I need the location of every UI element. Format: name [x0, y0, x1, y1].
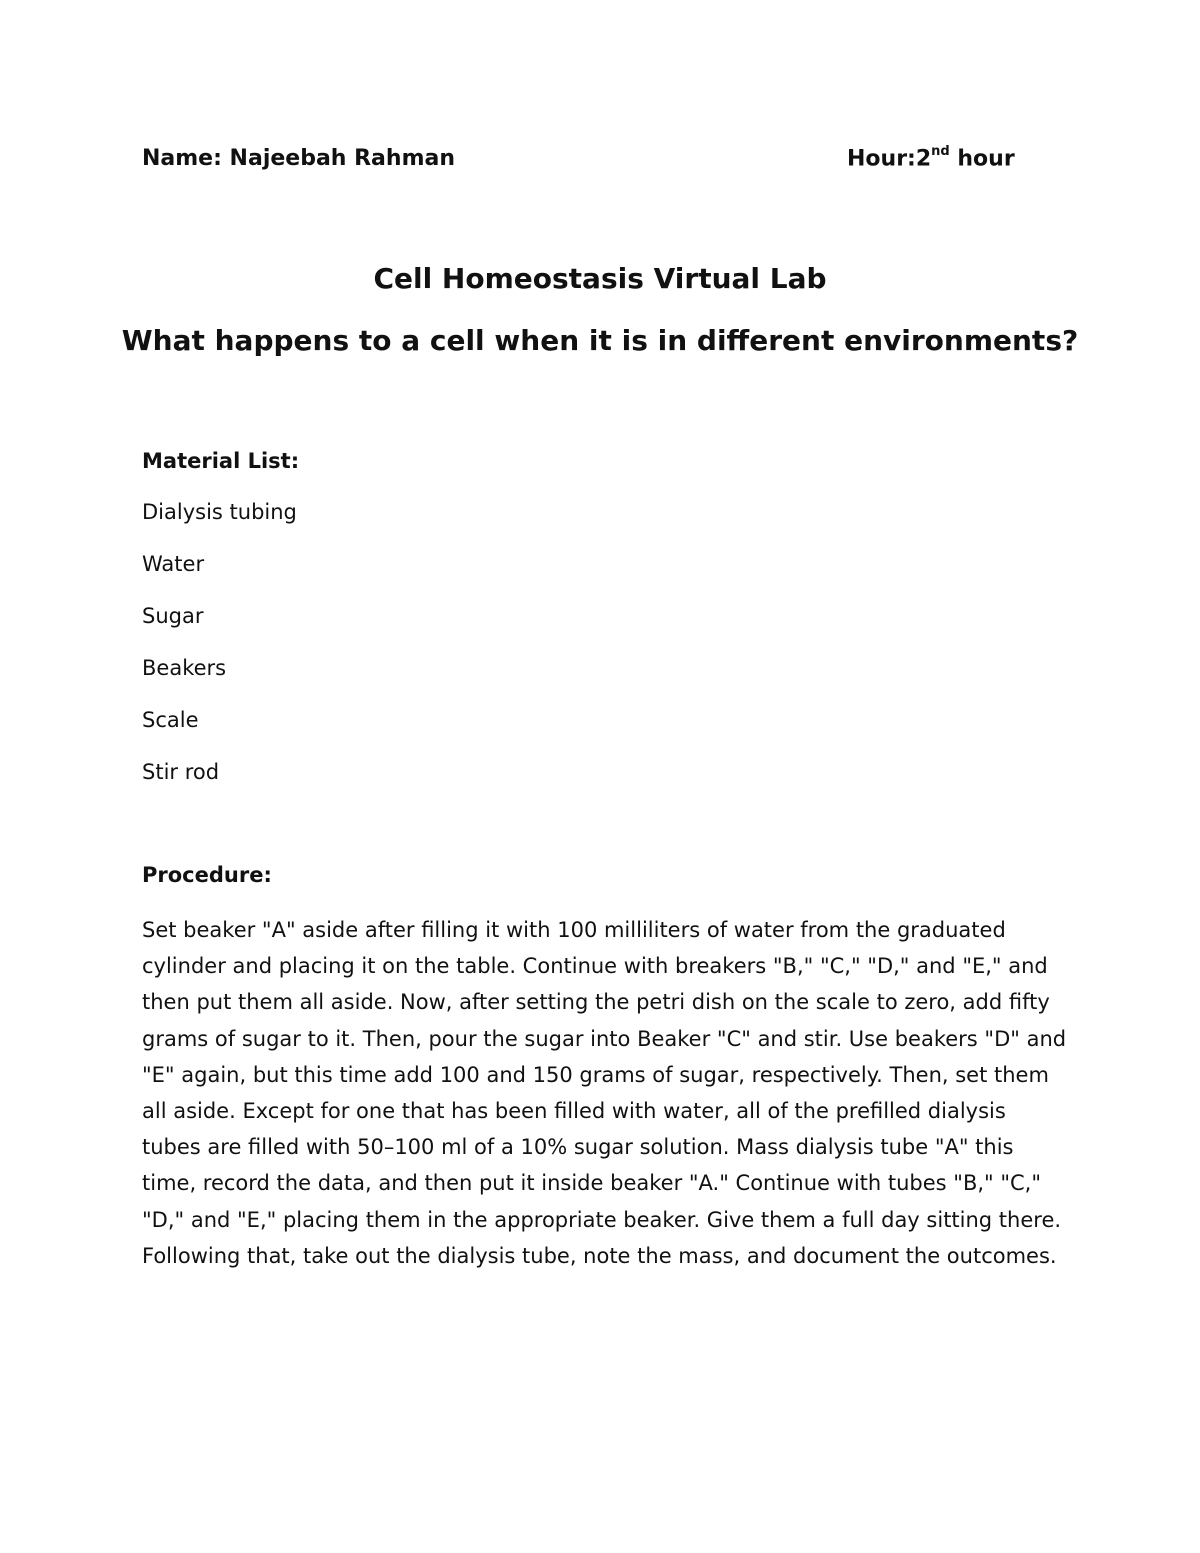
material-item: Water — [142, 552, 205, 576]
document-subtitle: What happens to a cell when it is in different environments? — [121, 324, 1079, 357]
class-hour-suffix: hour — [949, 146, 1015, 172]
class-hour-superscript: nd — [931, 144, 950, 159]
student-name: Name: Najeebah Rahman — [142, 146, 455, 171]
material-item: Sugar — [142, 604, 204, 628]
material-item: Stir rod — [142, 760, 220, 784]
document-title: Cell Homeostasis Virtual Lab — [373, 262, 827, 295]
header-line — [142, 142, 1015, 178]
material-list — [142, 500, 297, 812]
class-hour — [847, 146, 1015, 171]
material-item: Beakers — [142, 656, 227, 680]
material-item: Dialysis tubing — [142, 500, 297, 524]
materials-heading: Material List: — [142, 449, 300, 473]
class-hour-prefix: Hour:2 — [847, 146, 932, 172]
procedure-heading: Procedure: — [142, 863, 272, 887]
procedure-paragraph: Set beaker "A" aside after filling it with 100 milliliters of water from the graduated cylinder and placing it on the table. Continue with breakers "B," "C," "D," and "E," and then put them all aside. Now, after setting the petri dish on the scale to zero, add fifty grams of sugar to it. Then, pour the sugar into Beaker "C" and stir. Use beakers "D" and "E" again, but this time add 100 and 150 grams of sugar, respectively. Then, set them all aside. Except for one that has been filled with water, all of the prefilled dialysis tubes are filled with 50–100 ml of a 10% sugar solution. Mass dialysis tube "A" this time, record the data, and then put it inside beaker "A." Continue with tubes "B," "C," "D," and "E," placing them in the appropriate beaker. Give them a full day sitting there. Following that, take out the dialysis tube, note the mass, and document the outcomes. — [142, 918, 1067, 1268]
material-item: Scale — [142, 708, 199, 732]
